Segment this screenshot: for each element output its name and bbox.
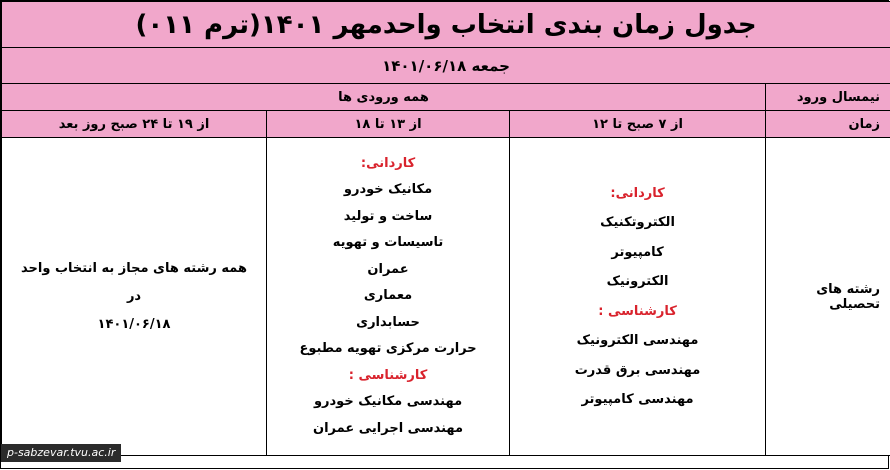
slot2-karshenasi-title: کارشناسی :: [348, 367, 428, 383]
slot2-karshenasi-item: مهندسی اجرایی عمران: [312, 420, 464, 436]
slot1-karshenasi-item: مهندسی کامپیوتر: [581, 392, 694, 407]
slot2-karshenasi-item: مهندسی مکانیک خودرو: [313, 394, 463, 410]
title-row: [2, 2, 890, 48]
slot2-kardani-item: حرارت مرکزی تهویه مطبوع: [299, 341, 477, 357]
slot2-kardani-item: عمران: [367, 261, 409, 277]
date-row: [2, 48, 890, 84]
slot2-kardani-item: ساخت و تولید: [343, 208, 433, 224]
slot3-cell: [2, 138, 267, 456]
slot2-kardani-title: کاردانی:: [360, 155, 416, 171]
slot1-karshenasi-item: مهندسی الکترونیک: [576, 333, 699, 348]
slot1-kardani-item: الکترونیک: [606, 274, 669, 289]
fields-row: [2, 138, 890, 456]
slot1-kardani-item: کامپیوتر: [611, 244, 664, 260]
slot2-kardani-item: معماری: [363, 288, 413, 304]
slot1-kardani-title: کاردانی:: [610, 185, 665, 201]
fields-label: رشته های تحصیلی: [766, 138, 890, 456]
slot1-karshenasi-title: کارشناسی :: [598, 303, 677, 319]
slot1-kardani-item: الکتروتکنیک: [600, 215, 675, 230]
slot3-text-line: همه رشته های مجاز به انتخاب واحد در: [21, 260, 247, 304]
slot2-cell: [267, 138, 510, 456]
schedule-table: [1, 1, 890, 456]
slot2-kardani-item: حسابداری: [356, 314, 420, 330]
slot-header-1: از ۷ صبح تا ۱۲: [510, 111, 766, 138]
slot1-karshenasi-item: مهندسی برق قدرت: [574, 362, 701, 378]
entry-row: [2, 84, 890, 111]
slot-header-2: از ۱۳ تا ۱۸: [267, 111, 510, 138]
date-line: جمعه ۱۴۰۱/۰۶/۱۸: [2, 48, 890, 84]
slot3-date: ۱۴۰۱/۰۶/۱۸: [97, 316, 171, 332]
slot-header-3: از ۱۹ تا ۲۴ صبح روز بعد: [2, 111, 267, 138]
slot2-kardani-item: مکانیک خودرو: [343, 182, 433, 198]
page-title: جدول زمان بندی انتخاب واحدمهر ۱۴۰۱(ترم ۰۱۱): [2, 2, 890, 48]
slot2-kardani-item: تاسیسات و تهویه: [332, 235, 444, 251]
time-row: [2, 111, 890, 138]
time-label: زمان: [766, 111, 890, 138]
slot1-cell: [510, 138, 766, 456]
entry-value: همه ورودی ها: [2, 84, 766, 111]
site-watermark: p-sabzevar.tvu.ac.ir: [1, 444, 121, 462]
entry-label: نیمسال ورود: [766, 84, 890, 111]
